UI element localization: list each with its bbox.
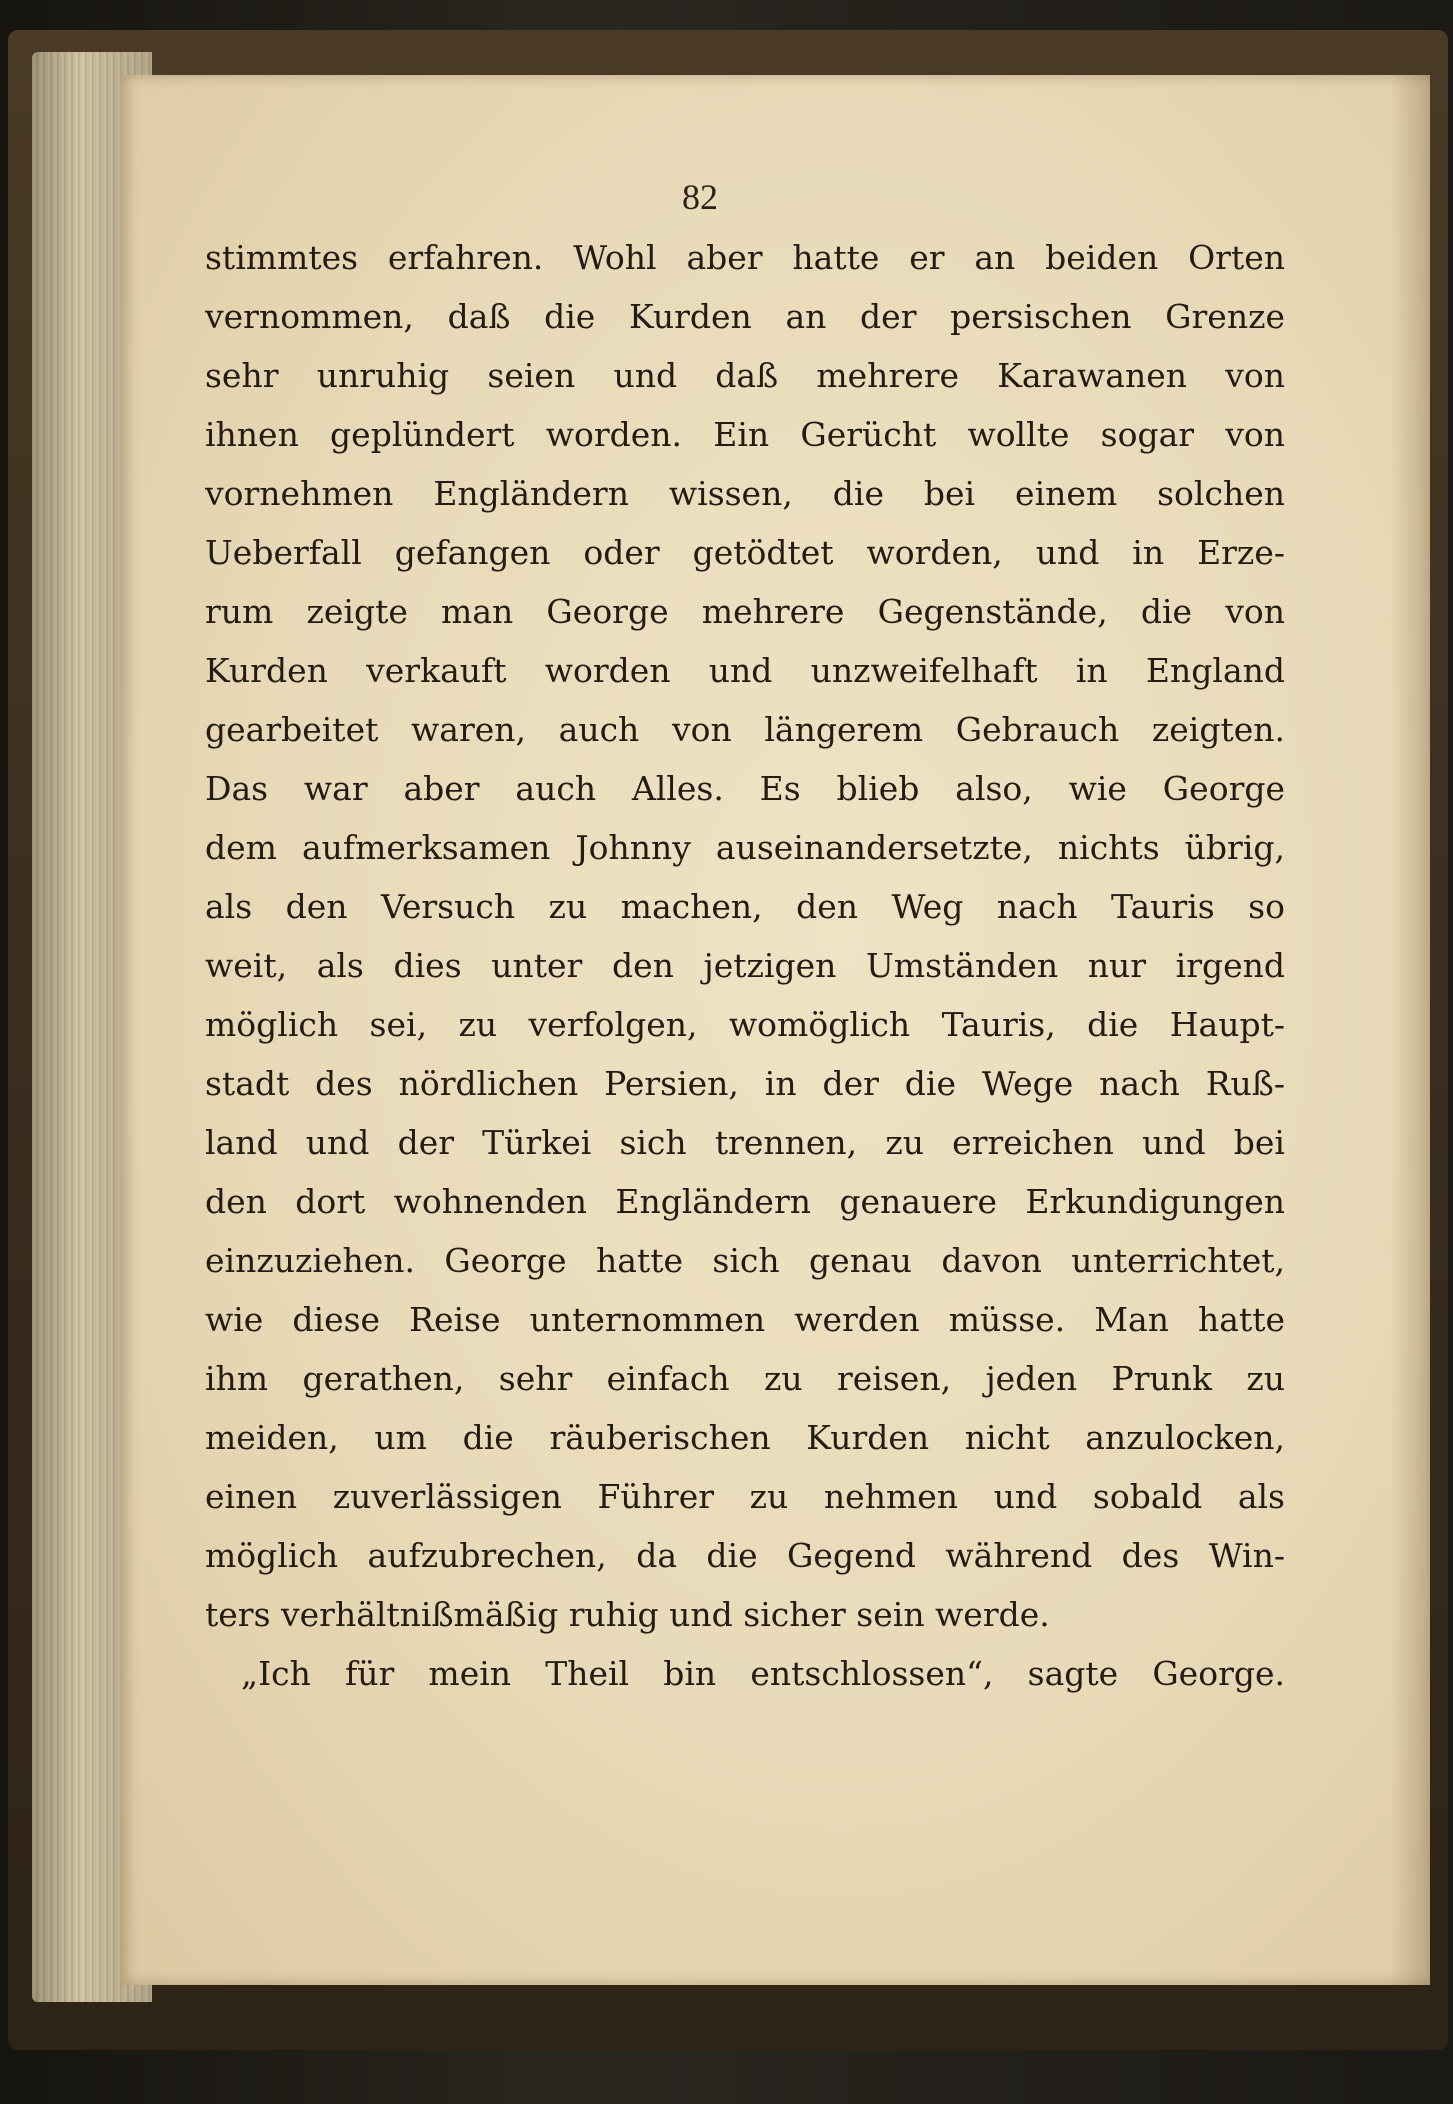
text-line: vornehmen Engländern wissen, die bei einem solchen — [205, 474, 1285, 513]
text-line: stadt des nördlichen Persien, in der die Wege nach Ruß- — [205, 1064, 1285, 1103]
text-line: weit, als dies unter den jetzigen Umständen nur irgend — [205, 946, 1285, 985]
text-line: Das war aber auch Alles. Es blieb also, wie George — [205, 769, 1285, 808]
text-line: vernommen, daß die Kurden an der persischen Grenze — [205, 297, 1285, 336]
text-line: einzuziehen. George hatte sich genau davon unterrichtet, — [205, 1241, 1285, 1280]
text-line: land und der Türkei sich trennen, zu erreichen und bei — [205, 1123, 1285, 1162]
text-line: ihnen geplündert worden. Ein Gerücht wollte sogar von — [205, 415, 1285, 454]
text-line: einen zuverlässigen Führer zu nehmen und sobald als — [205, 1477, 1285, 1516]
text-line: „Ich für mein Theil bin entschlossen“, sagte George. — [241, 1654, 1285, 1693]
text-line: als den Versuch zu machen, den Weg nach Tauris so — [205, 887, 1285, 926]
text-line: ihm gerathen, sehr einfach zu reisen, jeden Prunk zu — [205, 1359, 1285, 1398]
text-line: ters verhältnißmäßig ruhig und sicher sein werde. — [205, 1595, 1050, 1634]
text-line: stimmtes erfahren. Wohl aber hatte er an beiden Orten — [205, 238, 1285, 277]
page-number: 82 — [682, 177, 718, 217]
text-line: gearbeitet waren, auch von längerem Gebrauch zeigten. — [205, 710, 1285, 749]
text-line: Ueberfall gefangen oder getödtet worden, und in Erze- — [205, 533, 1285, 572]
text-line: Kurden verkauft worden und unzweifelhaft in England — [205, 651, 1285, 690]
text-line: wie diese Reise unternommen werden müsse. Man hatte — [205, 1300, 1285, 1339]
text-line: möglich sei, zu verfolgen, womöglich Tauris, die Haupt- — [205, 1005, 1285, 1044]
text-line: den dort wohnenden Engländern genauere Erkundigungen — [205, 1182, 1285, 1221]
text-line: möglich aufzubrechen, da die Gegend während des Win- — [205, 1536, 1285, 1575]
text-line: sehr unruhig seien und daß mehrere Karawanen von — [205, 356, 1285, 395]
body-text — [205, 228, 1285, 1703]
text-line: meiden, um die räuberischen Kurden nicht anzulocken, — [205, 1418, 1285, 1457]
spine-shadow — [1390, 75, 1430, 1985]
text-line: dem aufmerksamen Johnny auseinandersetzte, nichts übrig, — [205, 828, 1285, 867]
text-line: rum zeigte man George mehrere Gegenstände, die von — [205, 592, 1285, 631]
